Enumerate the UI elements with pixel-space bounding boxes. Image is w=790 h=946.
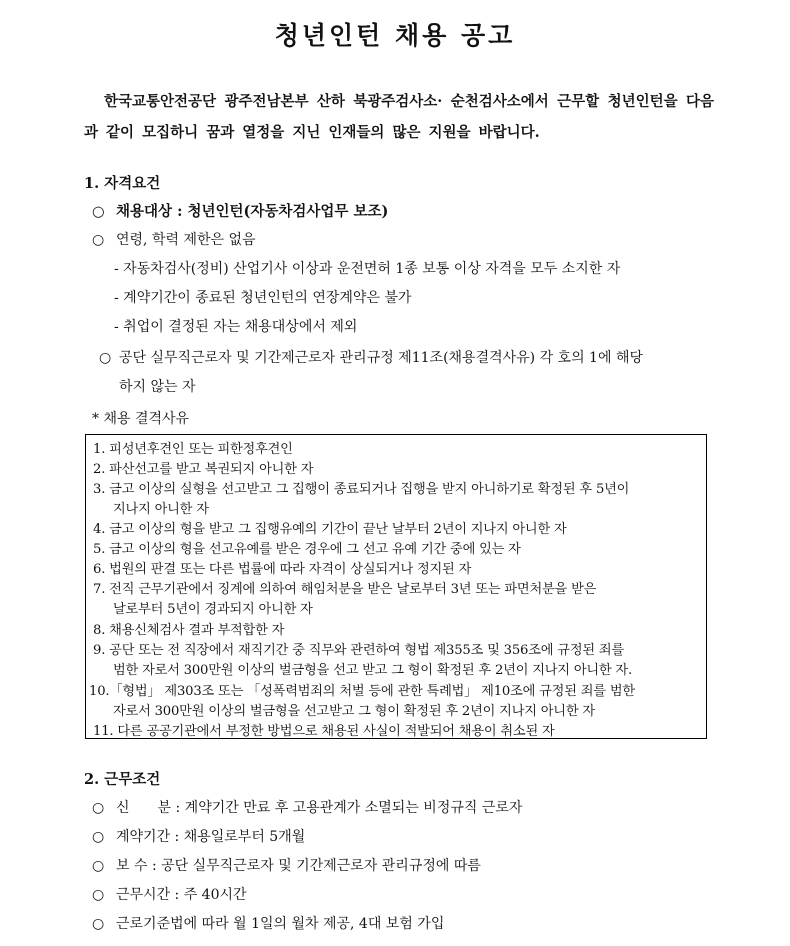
disqualification-box — [85, 434, 707, 739]
circle-bullet-icon: ○ — [92, 232, 105, 248]
disqualification-line: 2. 파산선고를 받고 복권되지 아니한 자 — [93, 462, 314, 477]
circle-bullet-icon: ○ — [92, 203, 105, 220]
disqualification-line: 3. 금고 이상의 실형을 선고받고 그 집행이 종료되거나 집행을 받지 아니하기로 확정된 후 5년이 — [93, 482, 630, 497]
disqualification-line: 11. 다른 공공기관에서 부정한 방법으로 채용된 사실이 적발되어 채용이 취소된 자 — [93, 724, 555, 739]
condition-text: 보 수 : 공단 실무직근로자 및 기간제근로자 관리규정에 따름 — [116, 858, 481, 874]
condition-text: 근로기준법에 따라 월 1일의 월차 제공, 4대 보험 가입 — [116, 916, 445, 932]
disqualification-line: 지나지 아니한 자 — [113, 502, 209, 517]
condition-item — [92, 913, 444, 933]
condition-text: 근무시간 : 주 40시간 — [116, 887, 247, 903]
rule-text-line2: 하지 않는 자 — [119, 379, 196, 395]
disqualification-line: 6. 법원의 판결 또는 다른 법률에 따라 자격이 상실되거나 정지된 자 — [93, 562, 472, 577]
section-heading-conditions: 2. 근무조건 — [84, 771, 161, 788]
disqualification-line: 1. 피성년후견인 또는 피한정후견인 — [93, 442, 293, 457]
disqualification-line: 범한 자로서 300만원 이상의 벌금형을 선고 받고 그 형이 확정된 후 2년이 지나지 아니한 자. — [113, 663, 632, 678]
rule-text-line1: 공단 실무직근로자 및 기간제근로자 관리규정 제11조(채용결격사유) 각 호의 1에 해당 — [119, 350, 643, 366]
section-heading-qualifications: 1. 자격요건 — [84, 175, 161, 192]
target-item — [92, 200, 388, 221]
sub-item: - 취업이 결정된 자는 채용대상에서 제외 — [114, 319, 358, 335]
condition-text: 신 분 : 계약기간 만료 후 고용관계가 소멸되는 비정규직 근로자 — [116, 800, 523, 816]
condition-item — [92, 797, 522, 817]
condition-item — [92, 884, 247, 904]
circle-bullet-icon: ○ — [99, 350, 112, 366]
sub-item: - 계약기간이 종료된 청년인턴의 연장계약은 불가 — [114, 290, 412, 306]
circle-bullet-icon: ○ — [92, 829, 105, 845]
target-text: 채용대상 : 청년인턴(자동차검사업무 보조) — [116, 203, 389, 220]
disqualification-line: 자로서 300만원 이상의 벌금형을 선고받고 그 형이 확정된 후 2년이 지나지 아니한 자 — [113, 704, 595, 719]
disqualification-line: 날로부터 5년이 경과되지 아니한 자 — [113, 602, 313, 617]
disqualification-line: 7. 전직 근무기관에서 징계에 의하여 해임처분을 받은 날로부터 3년 또는 파면처분을 받은 — [93, 582, 597, 597]
disqualification-note: * 채용 결격사유 — [92, 411, 190, 427]
condition-item — [92, 826, 305, 846]
circle-bullet-icon: ○ — [92, 800, 105, 816]
sub-item: - 자동차검사(정비) 산업기사 이상과 운전면허 1종 보통 이상 자격을 모두 소지한 자 — [114, 261, 621, 277]
condition-text: 계약기간 : 채용일로부터 5개월 — [116, 829, 306, 845]
age-text: 연령, 학력 제한은 없음 — [116, 232, 256, 248]
disqualification-line: 5. 금고 이상의 형을 선고유예를 받은 경우에 그 선고 유예 기간 중에 있는 자 — [93, 542, 521, 557]
condition-item — [92, 855, 481, 875]
circle-bullet-icon: ○ — [92, 858, 105, 874]
disqualification-line: 4. 금고 이상의 형을 받고 그 집행유예의 기간이 끝난 날부터 2년이 지나지 아니한 자 — [93, 522, 567, 537]
age-item — [92, 229, 256, 249]
disqualification-line: 9. 공단 또는 전 직장에서 재직기간 중 직무와 관련하여 형법 제355조 및 356조에 규정된 죄를 — [93, 643, 624, 658]
disqualification-line: 8. 채용신체검사 결과 부적합한 자 — [93, 623, 285, 638]
page-title: 청년인턴 채용 공고 — [274, 21, 516, 50]
intro-paragraph: 한국교통안전공단 광주전남본부 산하 북광주검사소· 순천검사소에서 근무할 청년인턴을 다음과 같이 모집하니 꿈과 열정을 지닌 인재들의 많은 지원을 바랍니다. — [84, 93, 714, 141]
rule-item — [99, 347, 643, 367]
circle-bullet-icon: ○ — [92, 887, 105, 903]
circle-bullet-icon: ○ — [92, 916, 105, 932]
disqualification-line: 10.「형법」 제303조 또는 「성폭력범죄의 처벌 등에 관한 특례법」 제10조에 규정된 죄를 범한 — [89, 684, 635, 699]
